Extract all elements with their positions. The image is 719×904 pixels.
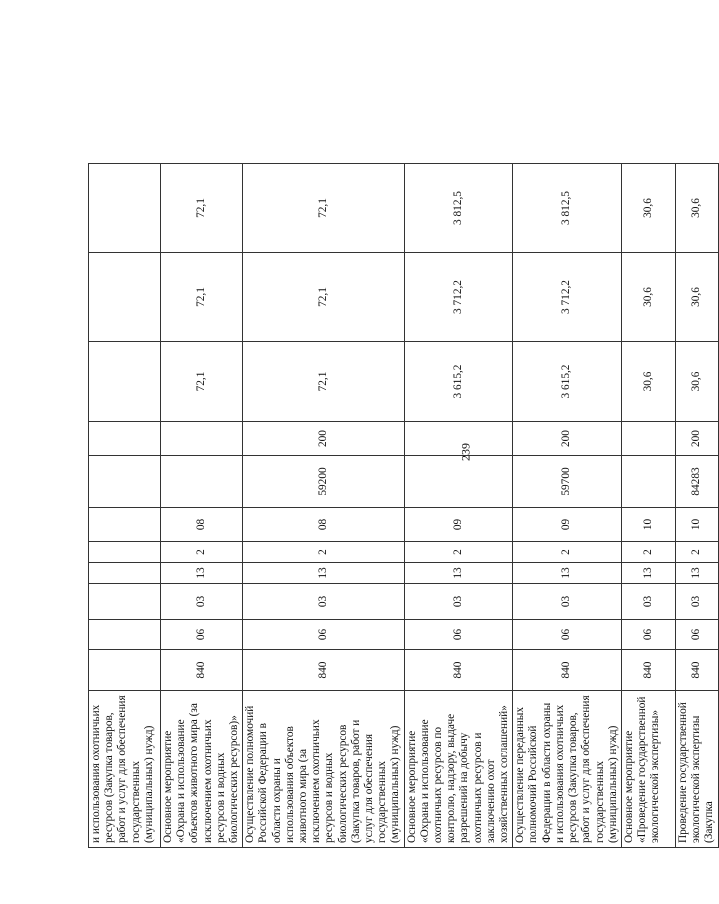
csr2-cell: 2 [621, 542, 675, 563]
vr-cell: 200 [243, 422, 404, 456]
table-row [513, 164, 622, 848]
value-2023-cell: 3 615,2 [404, 342, 513, 422]
value-2024-cell: 30,6 [621, 253, 675, 342]
csr1-cell: 13 [675, 563, 718, 584]
table-row [404, 164, 513, 848]
value-2024-cell: 3 712,2 [404, 253, 513, 342]
rz-cell: 06 [243, 620, 404, 650]
grbs-cell: 840 [621, 650, 675, 691]
rz-cell: 06 [404, 620, 513, 650]
table-row [89, 164, 161, 848]
csr4-cell [621, 456, 675, 508]
pr-cell: 03 [243, 584, 404, 620]
csr4-cell: 59700 [513, 456, 622, 508]
pr-cell [89, 584, 161, 620]
csr4-cell: 84283 [675, 456, 718, 508]
page-number: 239 [458, 443, 473, 461]
value-2023-cell [89, 342, 161, 422]
csr2-cell: 2 [675, 542, 718, 563]
csr1-cell: 13 [621, 563, 675, 584]
csr2-cell: 2 [513, 542, 622, 563]
csr3-cell: 09 [513, 508, 622, 542]
vr-cell: 200 [675, 422, 718, 456]
name-cell: и использования охотничьих ресурсов (Закупка товаров, работ и услуг для обеспечения государственных (муниципальных) нужд) [89, 691, 161, 848]
table-row [621, 164, 675, 848]
pr-cell: 03 [675, 584, 718, 620]
budget-table [88, 163, 719, 848]
value-2025-cell: 3 812,5 [513, 164, 622, 253]
value-2024-cell: 30,6 [675, 253, 718, 342]
name-cell: Основное мероприятие «Охрана и использование объектов животного мира (за исключением охотничьих ресурсов и водных биологических ресурсов)» [161, 691, 243, 848]
value-2023-cell: 30,6 [675, 342, 718, 422]
csr2-cell: 2 [243, 542, 404, 563]
rz-cell: 06 [161, 620, 243, 650]
csr1-cell: 13 [404, 563, 513, 584]
pr-cell: 03 [404, 584, 513, 620]
csr3-cell: 10 [621, 508, 675, 542]
value-2023-cell: 72,1 [243, 342, 404, 422]
rz-cell [89, 620, 161, 650]
vr-cell: 200 [513, 422, 622, 456]
vr-cell [161, 422, 243, 456]
value-2025-cell: 72,1 [161, 164, 243, 253]
csr1-cell: 13 [243, 563, 404, 584]
csr4-cell [161, 456, 243, 508]
name-cell: Основное мероприятие «Охрана и использование охотничьих ресурсов по контролю, надзору, выдаче разрешений на добычу охотничьих ресурсов и заключению охот хозяйственных соглашений» [404, 691, 513, 848]
value-2023-cell: 72,1 [161, 342, 243, 422]
value-2025-cell: 30,6 [621, 164, 675, 253]
value-2025-cell: 3 812,5 [404, 164, 513, 253]
grbs-cell [89, 650, 161, 691]
csr4-cell [89, 456, 161, 508]
table-row [243, 164, 404, 848]
grbs-cell: 840 [404, 650, 513, 691]
rz-cell: 06 [675, 620, 718, 650]
grbs-cell: 840 [513, 650, 622, 691]
value-2024-cell: 72,1 [243, 253, 404, 342]
value-2025-cell [89, 164, 161, 253]
name-cell: Основное мероприятие «Проведение государственной экологической экспертизы» [621, 691, 675, 848]
csr3-cell: 08 [243, 508, 404, 542]
csr4-cell [404, 456, 513, 508]
vr-cell [404, 422, 513, 456]
name-cell: Осуществление полномочий Российской Федерации в области охраны и использования объектов животного мира (за исключением охотничьих ресурсов и водных биологических ресурсов (Закупка товаров, работ и услуг для обеспечения государственных (муниципальных) нужд) [243, 691, 404, 848]
rz-cell: 06 [621, 620, 675, 650]
table-row [675, 164, 718, 848]
csr1-cell [89, 563, 161, 584]
pr-cell: 03 [513, 584, 622, 620]
name-cell: Осуществление переданных полномочий Российской Федерации в области охраны и использования охотничьих ресурсов (Закупка товаров, работ и услуг для обеспечения государственных (муниципальных) нужд) [513, 691, 622, 848]
value-2024-cell: 3 712,2 [513, 253, 622, 342]
csr2-cell [89, 542, 161, 563]
grbs-cell: 840 [161, 650, 243, 691]
value-2024-cell: 72,1 [161, 253, 243, 342]
csr2-cell: 2 [161, 542, 243, 563]
grbs-cell: 840 [243, 650, 404, 691]
pr-cell: 03 [621, 584, 675, 620]
csr1-cell: 13 [161, 563, 243, 584]
value-2025-cell: 30,6 [675, 164, 718, 253]
grbs-cell: 840 [675, 650, 718, 691]
name-cell: Проведение государственной экологической экспертизы (Закупка [675, 691, 718, 848]
vr-cell [89, 422, 161, 456]
rz-cell: 06 [513, 620, 622, 650]
vr-cell [621, 422, 675, 456]
csr3-cell: 08 [161, 508, 243, 542]
table-row [161, 164, 243, 848]
csr3-cell [89, 508, 161, 542]
csr3-cell: 10 [675, 508, 718, 542]
csr1-cell: 13 [513, 563, 622, 584]
value-2025-cell: 72,1 [243, 164, 404, 253]
value-2024-cell [89, 253, 161, 342]
csr4-cell: 59200 [243, 456, 404, 508]
csr2-cell: 2 [404, 542, 513, 563]
pr-cell: 03 [161, 584, 243, 620]
value-2023-cell: 3 615,2 [513, 342, 622, 422]
value-2023-cell: 30,6 [621, 342, 675, 422]
csr3-cell: 09 [404, 508, 513, 542]
